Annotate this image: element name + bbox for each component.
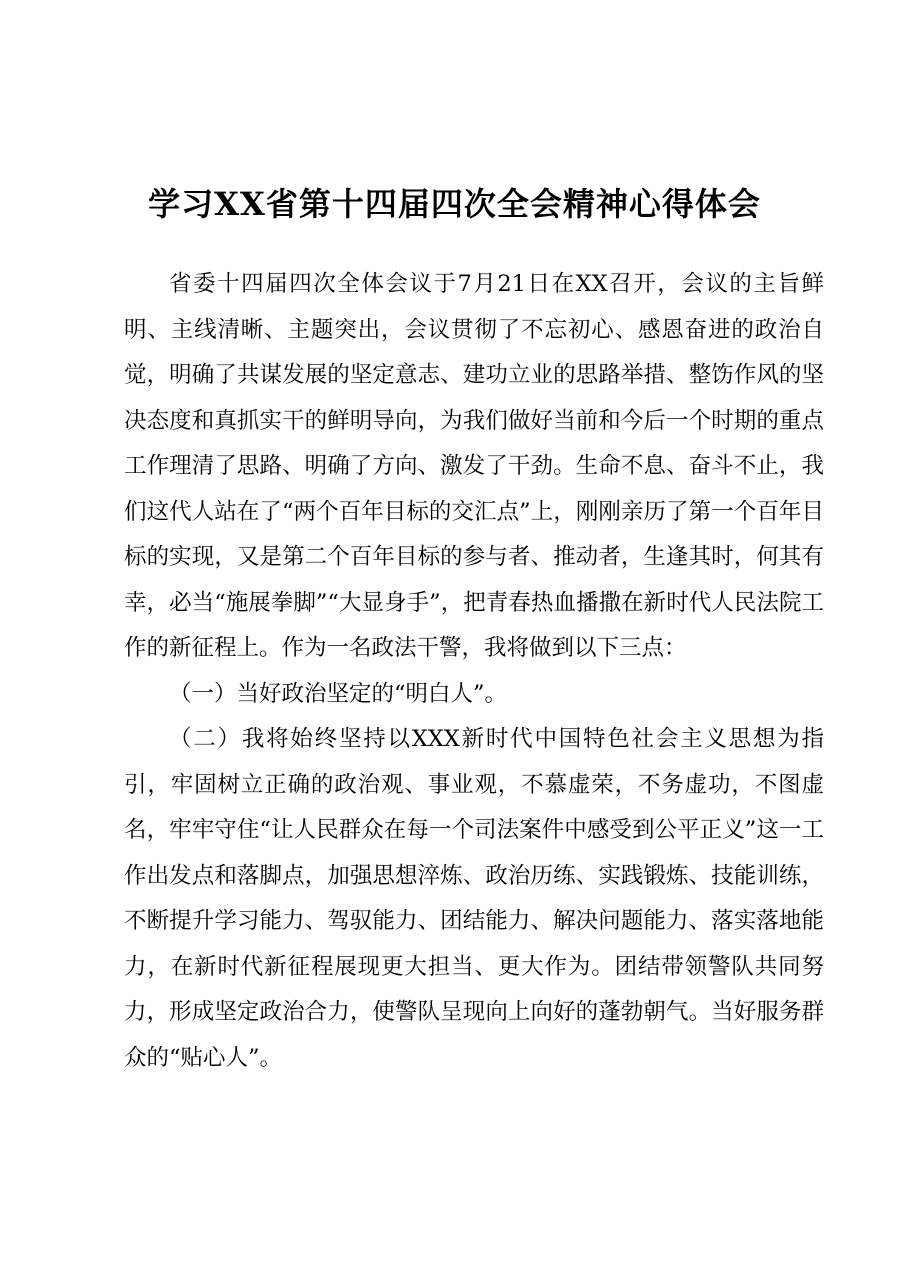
paragraph-heading-one: （一）当好政治坚定的“明白人”。 [169,680,508,707]
document-title: 学习XX省第十四届四次全会精神心得体会 [148,185,761,223]
paragraph-intro: 省委十四届四次全体会议于7月21日在XX召开，会议的主旨鲜明、主线清晰、主题突出，会议贯彻了不忘初心、感恩奋进的政治自觉，明确了共谋发展的坚定意志、建功立业的思路举措、整饬作风的坚决态度和真抓实干的鲜明导向，为我们做好当前和今后一个时期的重点工作理清了思路、明确了方向、激发了干劲。生命不息、奋斗不止，我们这代人站在了“两个百年目标的交汇点”上，刚刚亲历了第一个百年目标的实现，又是第二个百年目标的参与者、推动者，生逢其时，何其有幸，必当“施展拳脚”“大显身手”，把青春热血播撒在新时代人民法院工作的新征程上。作为一名政法干警，我将做到以下三点： [124,271,824,661]
paragraph-heading-two: （二）我将始终坚持以XXX新时代中国特色社会主义思想为指引，牢固树立正确的政治观、事业观，不慕虚荣，不务虚功，不图虚名，牢牢守住“让人民群众在每一个司法案件中感受到公平正义”这一工作出发点和落脚点，加强思想淬炼、政治历练、实践锻炼、技能训练，不断提升学习能力、驾驭能力、团结能力、解决问题能力、落实落地能力，在新时代新征程展现更大担当、更大作为。团结带领警队共同努力，形成坚定政治合力，使警队呈现向上向好的蓬勃朝气。当好服务群众的“贴心人”。 [124,726,824,1071]
document-body [124,262,824,1081]
